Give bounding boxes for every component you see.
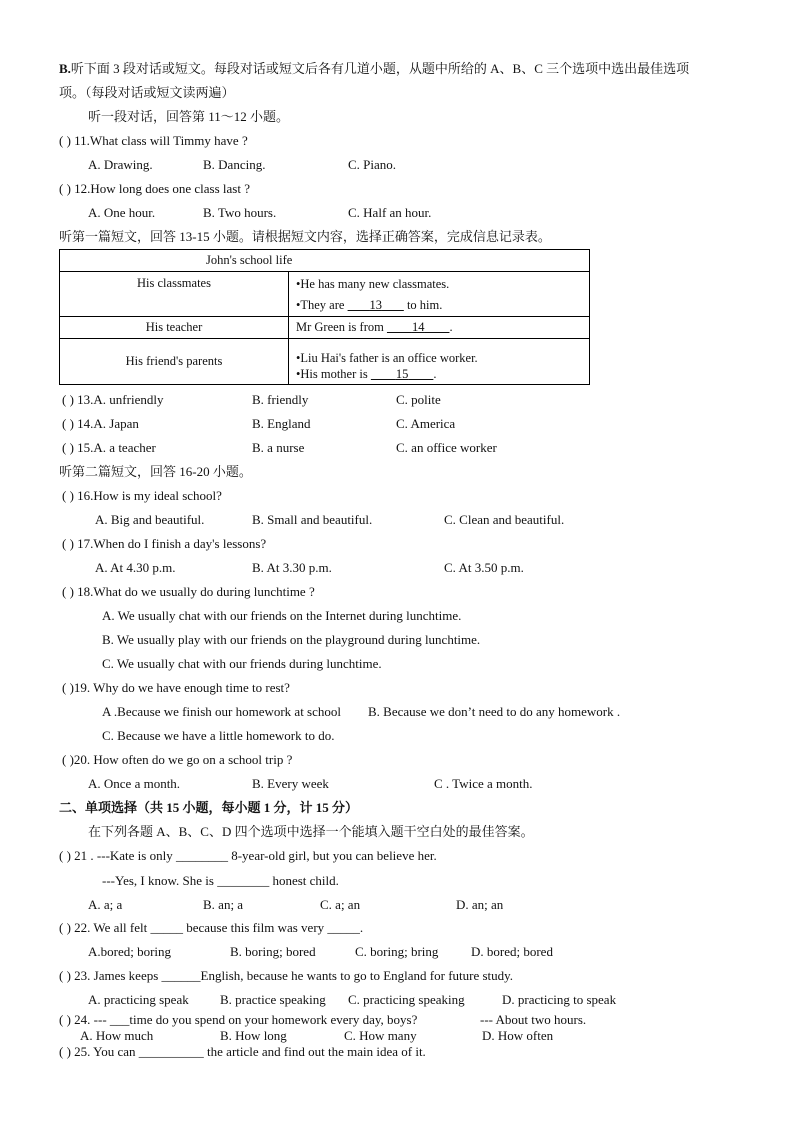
blank15-prefix: •His mother is: [296, 366, 371, 381]
q24-option-b[interactable]: B. How long: [220, 1028, 287, 1043]
q14-option-c[interactable]: C. America: [396, 416, 456, 431]
blank-15-number: 15: [395, 366, 409, 381]
q21-option-a[interactable]: A. a; a: [88, 897, 123, 912]
q15-option-c[interactable]: C. an office worker: [396, 440, 497, 455]
blank14-suffix: .: [449, 320, 453, 334]
q15-option-b[interactable]: B. a nurse: [252, 440, 305, 455]
q24-option-c[interactable]: C. How many: [344, 1028, 417, 1043]
q16-option-c[interactable]: C. Clean and beautiful.: [444, 512, 565, 527]
q16-option-b[interactable]: B. Small and beautiful.: [252, 512, 373, 527]
q23-option-d[interactable]: D. practicing to speak: [502, 992, 617, 1007]
q22-option-d[interactable]: D. bored; bored: [471, 944, 553, 959]
q22-option-a[interactable]: A.bored; boring: [88, 944, 172, 959]
q12-option-a[interactable]: A. One hour.: [88, 205, 156, 220]
table-row-classmates-line1: •He has many new classmates.: [296, 276, 450, 291]
q23-option-b[interactable]: B. practice speaking: [220, 992, 326, 1007]
table-row-classmates-label: His classmates: [60, 272, 289, 317]
info-record-table: [59, 249, 590, 385]
q11-option-b[interactable]: B. Dancing.: [203, 157, 266, 172]
q16-stem: ( ) 16.How is my ideal school?: [62, 488, 222, 503]
q22-option-c[interactable]: C. boring; bring: [355, 944, 439, 959]
q21-option-d[interactable]: D. an; an: [456, 897, 504, 912]
q22-option-b[interactable]: B. boring; bored: [230, 944, 316, 959]
q18-option-a[interactable]: A. We usually chat with our friends on the Internet during lunchtime.: [102, 608, 462, 623]
blank-13: [348, 298, 404, 312]
passage1-intro: 听第一篇短文，回答 13-15 小题。请根据短文内容，选择正确答案，完成信息记录表。: [59, 229, 551, 244]
q21-option-b[interactable]: B. an; a: [203, 897, 244, 912]
q20-option-a[interactable]: A. Once a month.: [88, 776, 181, 791]
blank-13-number: 13: [369, 297, 382, 312]
q11-option-a[interactable]: A. Drawing.: [88, 157, 153, 172]
q15-stem[interactable]: ( ) 15.A. a teacher: [62, 440, 156, 455]
q11-option-c[interactable]: C. Piano.: [348, 157, 397, 172]
q17-option-b[interactable]: B. At 3.30 p.m.: [252, 560, 332, 575]
q25-stem: ( ) 25. You can __________ the article and find out the main idea of it.: [59, 1044, 426, 1059]
q12-stem: ( ) 12.How long does one class last ?: [59, 181, 250, 196]
q18-option-c[interactable]: C. We usually chat with our friends during lunchtime.: [102, 656, 382, 671]
q12-option-b[interactable]: B. Two hours.: [203, 205, 277, 220]
blank13-prefix: •They are: [296, 297, 348, 312]
q13-stem[interactable]: ( ) 13.A. unfriendly: [62, 392, 164, 407]
q18-stem: ( ) 18.What do we usually do during lunchtime ?: [62, 584, 315, 599]
blank15-suffix: .: [433, 366, 437, 381]
q18-option-b[interactable]: B. We usually play with our friends on the playground during lunchtime.: [102, 632, 481, 647]
q19-option-b[interactable]: B. Because we don’t need to do any homework .: [368, 704, 621, 719]
blank14-prefix: Mr Green is from: [296, 320, 387, 334]
passage2-intro: 听第二篇短文，回答 16-20 小题。: [59, 464, 252, 479]
q14-option-b[interactable]: B. England: [252, 416, 311, 431]
section-b-label: B.: [59, 61, 71, 76]
blank-14: [387, 320, 453, 334]
table-row-classmates-line2: [296, 297, 589, 313]
q13-option-c[interactable]: C. polite: [396, 392, 441, 407]
section-2-instruction: 在下列各题 A、B、C、D 四个选项中选择一个能填入题干空白处的最佳答案。: [88, 824, 534, 839]
q12-option-c[interactable]: C. Half an hour.: [348, 205, 432, 220]
table-row-parents-line2: [296, 366, 589, 382]
q22-stem: ( ) 22. We all felt _____ because this film was very _____.: [59, 920, 364, 935]
q13-option-b[interactable]: B. friendly: [252, 392, 309, 407]
q24-option-d[interactable]: D. How often: [482, 1028, 554, 1043]
blank-15: [371, 366, 437, 381]
q24-answer: --- About two hours.: [480, 1012, 587, 1027]
section-b-instruction: [59, 61, 689, 77]
q11-stem: ( ) 11.What class will Timmy have ?: [59, 133, 248, 148]
q19-option-a[interactable]: A .Because we finish our homework at school: [102, 704, 342, 719]
q24-stem: ( ) 24. --- ___time do you spend on your homework every day, boys?: [59, 1012, 418, 1027]
q20-option-c[interactable]: C . Twice a month.: [434, 776, 533, 791]
q19-stem: ( )19. Why do we have enough time to rest?: [62, 680, 290, 695]
q16-option-a[interactable]: A. Big and beautiful.: [95, 512, 205, 527]
q14-stem[interactable]: ( ) 14.A. Japan: [62, 416, 139, 431]
q24-option-a[interactable]: A. How much: [80, 1028, 154, 1043]
q17-option-a[interactable]: A. At 4.30 p.m.: [95, 560, 176, 575]
section-2-heading: 二、单项选择（共 15 小题，每小题 1 分，计 15 分）: [59, 800, 359, 815]
q19-option-c[interactable]: C. Because we have a little homework to do.: [102, 728, 335, 743]
section-b-instruction-line1: 听下面 3 段对话或短文。每段对话或短文后各有几道小题，从题中所给的 A、B、C 三个选项中选出最佳选项: [70, 61, 690, 76]
q23-option-c[interactable]: C. practicing speaking: [348, 992, 465, 1007]
q20-option-b[interactable]: B. Every week: [252, 776, 329, 791]
q21-stem: ( ) 21 . ---Kate is only ________ 8-year-old girl, but you can believe her.: [59, 848, 437, 863]
q23-option-a[interactable]: A. practicing speak: [88, 992, 189, 1007]
q17-stem: ( ) 17.When do I finish a day's lessons?: [62, 536, 267, 551]
q20-stem: ( )20. How often do we go on a school trip ?: [62, 752, 293, 767]
q23-stem: ( ) 23. James keeps ______English, because he wants to go to England for future study.: [59, 968, 514, 983]
dialogue1-intro: 听一段对话，回答第 11～12 小题。: [88, 109, 290, 124]
blank13-suffix: to him.: [403, 297, 443, 312]
blank-14-number: 14: [411, 320, 425, 334]
q17-option-c[interactable]: C. At 3.50 p.m.: [444, 560, 524, 575]
table-row-parents-line1: •Liu Hai's father is an office worker.: [296, 350, 478, 365]
table-title: John's school life: [60, 250, 590, 272]
table-row-parents-label: His friend's parents: [60, 339, 289, 385]
section-b-instruction-line2: 项。（每段对话或短文读两遍）: [59, 85, 235, 100]
q21-option-c[interactable]: C. a; an: [320, 897, 361, 912]
q21-stem-reply: ---Yes, I know. She is ________ honest child.: [102, 873, 339, 888]
table-row-teacher-value: [289, 317, 590, 339]
table-row-teacher-label: His teacher: [60, 317, 289, 339]
